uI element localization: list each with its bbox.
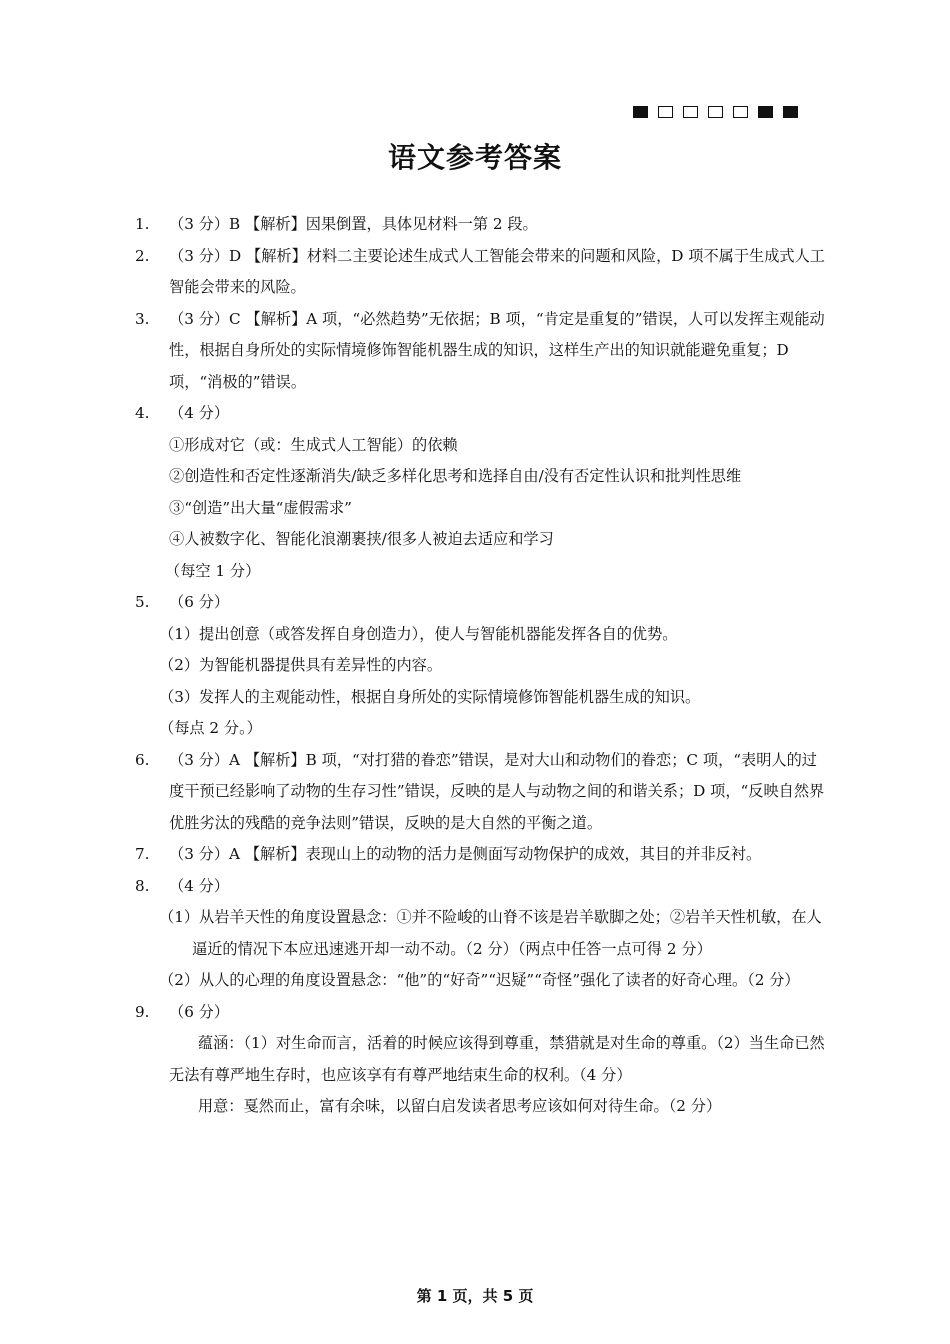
marker-square-filled (633, 106, 648, 118)
answer-6 (135, 745, 825, 840)
answer-number: 5. (135, 593, 150, 611)
answer-item: （2）从人的心理的角度设置悬念：“他”的“好奇”“迟疑”“奇怪”强化了读者的好奇心理。（2 分） (159, 971, 800, 989)
scoring-note: （每空 1 分） (165, 561, 261, 580)
answer-item: ③“创造”出大量“虚假需求” (169, 498, 352, 517)
answer-3 (135, 304, 825, 399)
marker-square-empty (708, 106, 723, 118)
answer-paragraph: 用意：戛然而止，富有余味，以留白启发读者思考应该如何对待生命。（2 分） (197, 1097, 722, 1115)
answer-text: （3 分）B 【解析】因果倒置，具体见材料一第 2 段。 (169, 215, 538, 233)
answer-2 (135, 241, 825, 304)
answer-number: 6. (135, 750, 150, 769)
answer-item: ①形成对它（或：生成式人工智能）的依赖 (169, 435, 458, 454)
marker-square-empty (683, 106, 698, 118)
marker-square-empty (733, 106, 748, 118)
answer-item: （3）发挥人的主观能动性，根据自身所处的实际情境修饰智能机器生成的知识。 (159, 687, 701, 706)
page-title: 语文参考答案 (387, 141, 562, 174)
answer-text: （3 分）A 【解析】B 项，“对打猎的眷恋”错误，是对大山和动物们的眷恋；C 项，“表明人的过度干预已经影响了动物的生存习性”错误，反映的是人与动物之间的和谐关系；D 项，“反映自然界优胜劣汰的残酷的竞争法则”错误，反映的是大自然的平衡之道。 (169, 750, 825, 832)
answer-number: 2. (135, 246, 150, 265)
answer-text: （3 分）C 【解析】A 项，“必然趋势”无依据；B 项，“肯定是重复的”错误，人可以发挥主观能动性，根据自身所处的实际情境修饰智能机器生成的知识，这样生产出的知识就能避免重复；D 项，“消极的”错误。 (169, 309, 825, 391)
answer-text: （3 分）D 【解析】材料二主要论述生成式人工智能会带来的问题和风险，D 项不属于生成式人工智能会带来的风险。 (169, 246, 825, 296)
answer-item: ②创造性和否定性逐渐消失/缺乏多样化思考和选择自由/没有否定性认识和批判性思维 (169, 467, 742, 485)
answer-text: （4 分） (169, 404, 230, 422)
answer-number: 3. (135, 309, 150, 328)
answer-5 (135, 587, 825, 745)
answer-1 (135, 209, 825, 241)
answer-8 (135, 871, 825, 997)
answer-item: （1）从岩羊天性的角度设置悬念：①并不险峻的山脊不该是岩羊歇脚之处；②岩羊天性机敏，在人逼近的情况下本应迅速逃开却一动不动。（2 分）（两点中任答一点可得 2 分） (159, 908, 822, 958)
answer-text: （4 分） (169, 876, 230, 895)
scoring-note: （每点 2 分。） (159, 719, 262, 737)
answer-number: 4. (135, 404, 150, 422)
answer-9 (135, 997, 825, 1123)
answer-text: （3 分）A 【解析】表现山上的动物的活力是侧面写动物保护的成效，其目的并非反衬。 (169, 845, 762, 863)
answer-number: 1. (135, 215, 150, 233)
answer-list (135, 209, 825, 1123)
marker-square-empty (658, 106, 673, 118)
answer-item: （1）提出创意（或答发挥自身创造力），使人与智能机器能发挥各自的优势。 (159, 624, 678, 643)
answer-text: （6 分） (169, 1002, 230, 1021)
page-footer: 第 1 页，共 5 页 (416, 1287, 534, 1305)
answer-item: ④人被数字化、智能化浪潮裹挟/很多人被迫去适应和学习 (169, 530, 554, 548)
answer-text: （6 分） (169, 593, 230, 611)
answer-number: 7. (135, 845, 150, 863)
answer-paragraph: 蕴涵：（1）对生命而言，活着的时候应该得到尊重，禁猎就是对生命的尊重。（2）当生命已然无法有尊严地生存时，也应该享有有尊严地结束生命的权利。（4 分） (169, 1034, 825, 1084)
answer-4 (135, 398, 825, 587)
answer-item: （2）为智能机器提供具有差异性的内容。 (159, 656, 443, 674)
answer-number: 9. (135, 1002, 150, 1021)
answer-number: 8. (135, 876, 150, 895)
marker-square-filled (783, 106, 798, 118)
answer-7 (135, 839, 825, 871)
page-marker-squares (633, 106, 798, 118)
marker-square-filled (758, 106, 773, 118)
